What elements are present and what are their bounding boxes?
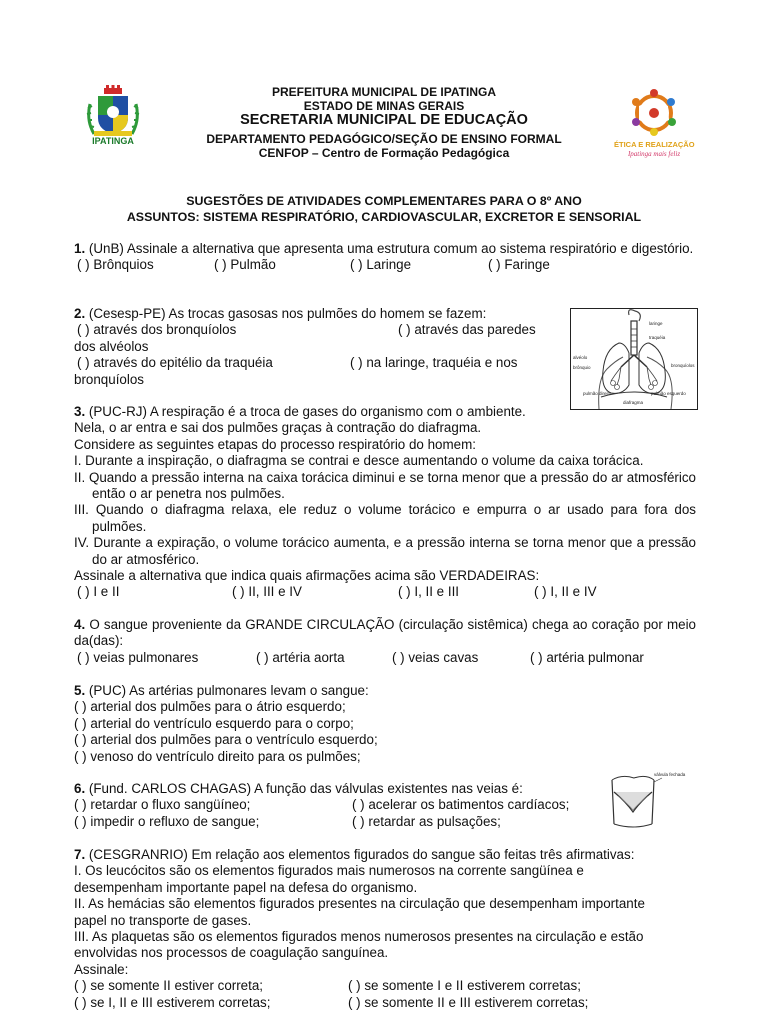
question-3-text-line1: (PUC-RJ) A respiração é a troca de gases do organismo com o ambiente. <box>85 404 526 419</box>
question-1-number: 1. <box>74 241 86 256</box>
q7-option-somente-ii[interactable]: ( ) se somente II estiver correta; <box>74 978 264 994</box>
q7-option-i-ii-iii[interactable]: ( ) se I, II e III estiverem corretas; <box>74 994 271 1010</box>
figure-label-laringe: laringe <box>649 321 663 326</box>
q3-option-i-ii-iv[interactable]: ( ) I, II e IV <box>534 584 597 600</box>
question-3-item-ii: II. Quando a pressão interna na caixa torácica diminui e se torna menor que a pressão do ar atmosférico então o ar penetra nos pulmões. <box>74 469 696 502</box>
q2-option-paredes-alveolos-cont: dos alvéolos <box>74 338 149 354</box>
figure-label-bronquiolos: bronquíolos <box>671 363 695 368</box>
q6-option-impedir-refluxo[interactable]: ( ) impedir o refluxo de sangue; <box>74 813 260 829</box>
q7-option-somente-ii-iii[interactable]: ( ) se somente II e III estiverem corretas; <box>348 994 589 1010</box>
q1-option-faringe[interactable]: ( ) Faringe <box>488 257 550 273</box>
question-5 <box>74 683 696 765</box>
q2-option-laringe-traqueia-cont: bronquíolos <box>74 371 144 387</box>
question-4-text: O sangue proveniente da GRANDE CIRCULAÇÃO (circulação sistêmica) chega ao coração por meio da(das): <box>74 617 696 649</box>
question-6-text: (Fund. CARLOS CHAGAS) A função das válvulas existentes nas veias é: <box>85 781 523 796</box>
q6-option-retardar-fluxo[interactable]: ( ) retardar o fluxo sangüíneo; <box>74 797 251 813</box>
q2-option-epitelio-traqueia[interactable]: ( ) através do epitélio da traquéia <box>77 355 273 371</box>
question-1-text: (UnB) Assinale a alternativa que apresenta uma estrutura comum ao sistema respiratório e digestório. <box>85 241 694 256</box>
question-5-text: (PUC) As artérias pulmonares levam o sangue: <box>85 683 369 698</box>
question-4 <box>74 617 696 666</box>
q6-option-retardar-pulsacoes[interactable]: ( ) retardar as pulsações; <box>352 813 501 829</box>
q5-option-d[interactable]: ( ) venoso do ventrículo direito para os pulmões; <box>74 748 361 764</box>
lungs-diagram-icon <box>571 309 697 409</box>
figure-label-traqueia: traquéia <box>649 335 666 340</box>
figure-label-valvula: válvula fechada <box>654 772 686 777</box>
question-7-number: 7. <box>74 847 86 862</box>
question-7-statement <box>74 847 674 863</box>
question-1-options <box>74 257 696 273</box>
vein-valve-icon <box>604 772 686 828</box>
q1-option-laringe[interactable]: ( ) Laringe <box>350 257 412 273</box>
question-7-item-ii: II. As hemácias são elementos figurados presentes na circulação que desempenham importante papel no transporte de gases. <box>74 896 645 928</box>
question-3-text-line3: Considere as seguintes etapas do processo respiratório do homem: <box>74 436 476 452</box>
q1-option-pulmao[interactable]: ( ) Pulmão <box>214 257 276 273</box>
question-7-prompt: Assinale: <box>74 961 129 977</box>
question-4-number: 4. <box>74 617 86 632</box>
header-line-departamento: DEPARTAMENTO PEDAGÓGICO/SEÇÃO DE ENSINO FORMAL <box>206 132 562 146</box>
question-3-options <box>74 584 696 600</box>
question-1 <box>74 241 696 274</box>
question-7-item-iii: III. As plaquetas são os elementos figurados menos numerosos presentes na circulação e estão envolvidas nos processos de coagulação sanguínea. <box>74 929 644 961</box>
figure-label-diafragma: diafragma <box>623 400 644 405</box>
question-1-statement <box>74 241 696 257</box>
question-7-text: (CESGRANRIO) Em relação aos elementos figurados do sangue são feitas três afirmativas: <box>85 847 635 862</box>
question-5-statement <box>74 683 696 699</box>
q5-option-b[interactable]: ( ) arterial do ventrículo esquerdo para o corpo; <box>74 715 354 731</box>
worksheet-title-line1: SUGESTÕES DE ATIVIDADES COMPLEMENTARES PARA O 8º ANO <box>186 194 582 208</box>
question-7 <box>74 847 674 1011</box>
question-6 <box>74 781 604 830</box>
q6-option-acelerar-batimentos[interactable]: ( ) acelerar os batimentos cardíacos; <box>352 797 570 813</box>
q3-option-ii-iii-iv[interactable]: ( ) II, III e IV <box>232 584 302 600</box>
question-2-options-row1 <box>74 322 560 338</box>
q7-option-somente-i-ii[interactable]: ( ) se somente I e II estiverem corretas; <box>348 978 581 994</box>
left-logo-label: IPATINGA <box>92 136 134 146</box>
question-3-prompt: Assinale a alternativa que indica quais afirmações acima são VERDADEIRAS: <box>74 568 540 584</box>
question-7-options-row2 <box>74 995 674 1011</box>
question-3-item-iv: IV. Durante a expiração, o volume torácico aumenta, e a pressão interna se torna menor que a pressão do ar atmosférico. <box>74 535 696 567</box>
question-3-item-iii: III. Quando o diafragma relaxa, ele reduz o volume torácico e empurra o ar usado para fora dos pulmões. <box>74 502 696 534</box>
question-5-number: 5. <box>74 683 86 698</box>
q2-option-bronquiolos[interactable]: ( ) através dos bronquíolos <box>77 322 237 338</box>
q4-option-veias-cavas[interactable]: ( ) veias cavas <box>392 649 479 665</box>
right-logo-bottom-text: ÉTICA E REALIZAÇÃO <box>614 140 695 149</box>
question-4-options <box>74 650 696 666</box>
header-line-secretaria: SECRETARIA MUNICIPAL DE EDUCAÇÃO <box>240 112 528 128</box>
respiratory-system-figure <box>570 308 698 410</box>
worksheet-title-line2: ASSUNTOS: SISTEMA RESPIRATÓRIO, CARDIOVASCULAR, EXCRETOR E SENSORIAL <box>126 210 642 224</box>
header-line-cenfop: CENFOP – Centro de Formação Pedagógica <box>258 146 510 160</box>
question-2-text: (Cesesp-PE) As trocas gasosas nos pulmões do homem se fazem: <box>85 306 487 321</box>
q5-option-c[interactable]: ( ) arterial dos pulmões para o ventrículo esquerdo; <box>74 732 378 748</box>
question-2-number: 2. <box>74 306 86 321</box>
question-6-options-row1 <box>74 797 604 813</box>
q4-option-arteria-pulmonar[interactable]: ( ) artéria pulmonar <box>530 649 644 665</box>
header-line-prefeitura: PREFEITURA MUNICIPAL DE IPATINGA <box>271 85 496 99</box>
right-logo-script-text: Ipatinga mais feliz <box>627 150 681 158</box>
figure-label-alveolo: alvéolo <box>573 355 588 360</box>
question-6-number: 6. <box>74 781 86 796</box>
question-3-number: 3. <box>74 404 86 419</box>
question-2-options-row2 <box>74 355 560 371</box>
question-2 <box>74 306 560 388</box>
question-3-text-line2: Nela, o ar entra e sai dos pulmões graças à contração do diafragma. <box>74 420 482 436</box>
question-3 <box>74 404 696 601</box>
q4-option-veias-pulmonares[interactable]: ( ) veias pulmonares <box>77 649 199 665</box>
q4-option-arteria-aorta[interactable]: ( ) artéria aorta <box>256 649 345 665</box>
vein-valve-figure <box>604 772 686 828</box>
question-3-item-i: I. Durante a inspiração, o diafragma se contrai e desce aumentando o volume da caixa torácica. <box>74 453 644 469</box>
figure-label-pulmao-esquerdo: pulmão esquerdo <box>651 391 686 396</box>
colored-people-ring-icon <box>614 80 694 142</box>
question-7-options-row1 <box>74 978 674 994</box>
question-3-line1 <box>74 404 696 420</box>
q3-option-i-ii[interactable]: ( ) I e II <box>77 584 120 600</box>
q2-option-laringe-traqueia[interactable]: ( ) na laringe, traquéia e nos <box>350 355 518 371</box>
figure-label-pulmao-direito: pulmão direito <box>583 391 612 396</box>
question-7-item-i: I. Os leucócitos são os elementos figurados mais numerosos na corrente sangüínea e desempenham importante papel na defesa do organismo. <box>74 863 584 895</box>
question-6-options-row2 <box>74 814 604 830</box>
q5-option-a[interactable]: ( ) arterial dos pulmões para o átrio esquerdo; <box>74 699 346 715</box>
question-6-statement <box>74 781 604 797</box>
q3-option-i-ii-iii[interactable]: ( ) I, II e III <box>398 584 460 600</box>
q1-option-bronquios[interactable]: ( ) Brônquios <box>77 257 154 273</box>
header-line-estado: ESTADO DE MINAS GERAIS <box>303 99 465 113</box>
question-4-statement <box>74 617 696 650</box>
q2-option-paredes-alveolos[interactable]: ( ) através das paredes <box>398 322 536 338</box>
figure-label-bronquio: brônquio <box>573 365 591 370</box>
question-2-statement <box>74 306 560 322</box>
